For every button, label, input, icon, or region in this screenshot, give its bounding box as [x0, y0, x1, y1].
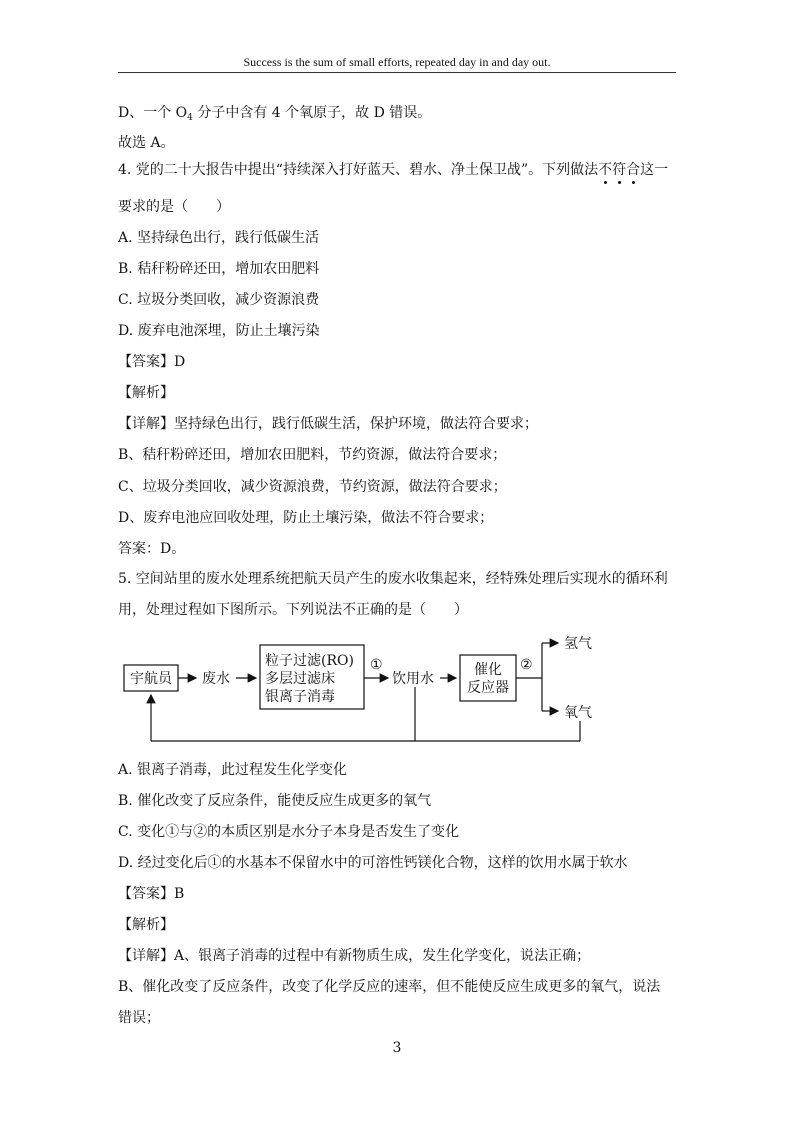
q4-option-a: A. 坚持绿色出行，践行低碳生活	[118, 230, 320, 246]
q4-stem-line2: 要求的是（ ）	[118, 199, 230, 215]
drinking-water-label: 饮用水	[392, 671, 434, 687]
reactor-label-line2: 反应器	[467, 680, 509, 696]
q3-option-d-explanation: D、一个 $O_4$ 分子中含有 4 个氧原子，故 D 错误。	[118, 105, 432, 123]
q4-answer: 【答案】D	[118, 354, 186, 370]
q5-analysis-title: 【解析】	[118, 917, 174, 933]
q4-option-b: B. 秸秆粉碎还田，增加农田肥料	[118, 261, 320, 277]
step-1-marker: ①	[370, 657, 383, 673]
q5-option-a: A. 银离子消毒，此过程发生化学变化	[118, 762, 348, 778]
q4-analysis-line: B、秸秆粉碎还田，增加农田肥料，节约资源，做法符合要求；	[118, 447, 507, 463]
step-2-marker: ②	[520, 657, 533, 673]
q4-analysis-line: C、垃圾分类回收，减少资源浪费，节约资源，做法符合要求；	[118, 479, 507, 495]
q5-answer: 【答案】B	[118, 886, 185, 902]
q4-stem: 4. 党的二十大报告中提出“持续深入打好蓝天、碧水、净土保卫战”。下列做法不符合这一	[118, 162, 669, 178]
filter-step-bed: 多层过滤床	[265, 671, 335, 687]
q4-option-c: C. 垃圾分类回收，减少资源浪费	[118, 292, 320, 308]
water-treatment-diagram	[118, 625, 618, 750]
header-rule	[118, 72, 676, 73]
page-number: 3	[392, 1040, 402, 1056]
q5-stem-line2: 用，处理过程如下图所示。下列说法不正确的是（ ）	[118, 602, 468, 618]
q3-conclusion: 故选 A。	[118, 135, 175, 151]
q4-analysis-line: 【详解】坚持绿色出行，践行低碳生活，保护环境，做法符合要求；	[118, 416, 538, 432]
q4-analysis-conclusion: 答案：D。	[118, 541, 186, 557]
hydrogen-label: 氢气	[564, 636, 592, 652]
q4-analysis-title: 【解析】	[118, 385, 174, 401]
q5-stem: 5. 空间站里的废水处理系统把航天员产生的废水收集起来，经特殊处理后实现水的循环利	[118, 571, 668, 587]
q4-analysis-line: D、废弃电池应回收处理，防止土壤污染，做法不符合要求；	[118, 510, 494, 526]
filter-step-silver-ion: 银离子消毒	[265, 689, 335, 705]
wastewater-label: 废水	[202, 671, 230, 687]
q5-analysis-line: B、催化改变了反应条件，改变了化学反应的速率，但不能使反应生成更多的氧气，说法	[118, 979, 661, 995]
page-header: Success is the sum of small efforts, repeated day in and day out.	[243, 55, 551, 69]
q5-option-d: D. 经过变化后①的水基本不保留水中的可溶性钙镁化合物，这样的饮用水属于软水	[118, 855, 628, 871]
q5-option-b: B. 催化改变了反应条件，能使反应生成更多的氧气	[118, 793, 432, 809]
oxygen-label: 氧气	[564, 705, 592, 721]
q5-option-c: C. 变化①与②的本质区别是水分子本身是否发生了变化	[118, 824, 460, 840]
astronaut-label: 宇航员	[130, 671, 172, 687]
q5-analysis-line: 【详解】A、银离子消毒的过程中有新物质生成，发生化学变化，说法正确；	[118, 948, 591, 964]
filter-step-ro: 粒子过滤(RO)	[265, 653, 354, 669]
q5-analysis-line: 错误；	[118, 1010, 160, 1026]
reactor-label-line1: 催化	[474, 662, 502, 678]
q4-option-d: D. 废弃电池深埋，防止土壤污染	[118, 323, 320, 339]
